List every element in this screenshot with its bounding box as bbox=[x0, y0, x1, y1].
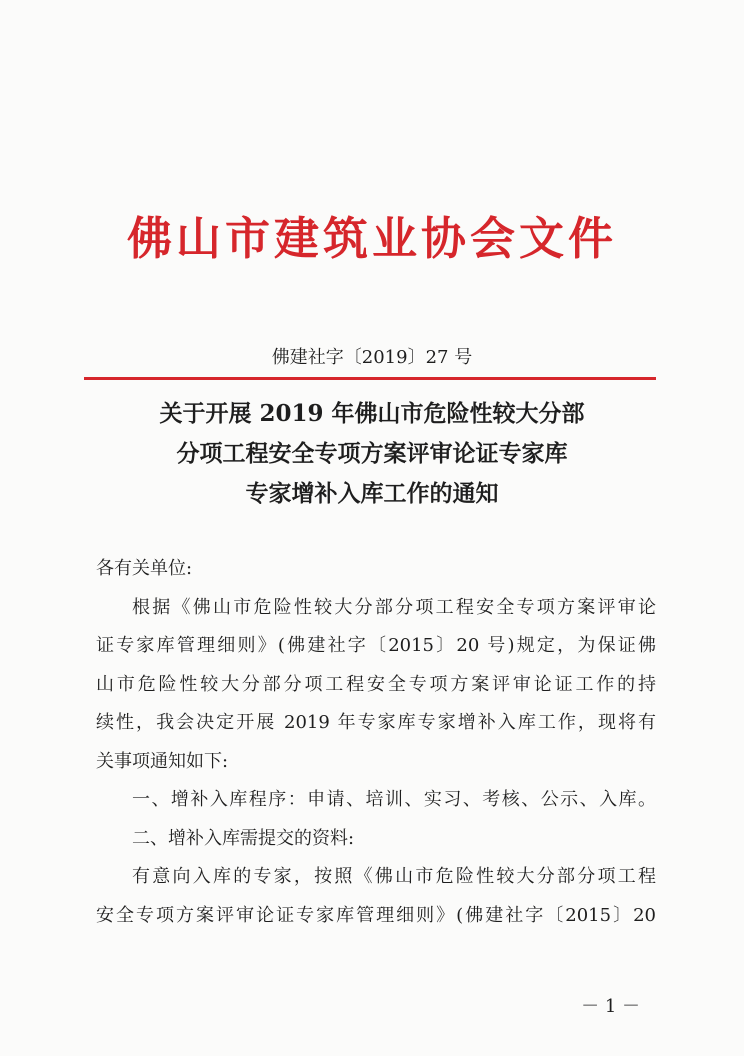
body-line: 根据《佛山市危险性较大分部分项工程安全专项方案评审论 bbox=[132, 596, 656, 618]
body-line: 有意向入库的专家，按照《佛山市危险性较大分部分项工程 bbox=[132, 866, 656, 887]
document-number: 佛建社字〔2019〕27 号 bbox=[271, 347, 473, 368]
title-line: 关于开展 2019 年佛山市危险性较大分部 bbox=[159, 400, 585, 427]
title-line: 分项工程安全专项方案评审论证专家库 bbox=[176, 440, 568, 467]
page-number: － 1 － bbox=[581, 996, 640, 1017]
notice-title bbox=[0, 394, 744, 514]
red-divider-line bbox=[84, 377, 656, 380]
salutation: 各有关单位: bbox=[96, 558, 193, 579]
body-line: 关事项通知如下: bbox=[96, 750, 229, 772]
title-line: 专家增补入库工作的通知 bbox=[245, 480, 499, 507]
body-line: 山市危险性较大分部分项工程安全专项方案评审论证工作的持 bbox=[96, 673, 656, 695]
notice-body bbox=[96, 550, 656, 935]
section-heading: 一、增补入库程序：申请、培训、实习、考核、公示、入库。 bbox=[132, 789, 656, 810]
masthead-title: 佛山市建筑业协会文件 bbox=[126, 212, 617, 265]
body-line: 安全专项方案评审论证专家库管理细则》(佛建社字〔2015〕20 bbox=[96, 904, 656, 926]
body-line: 续性，我会决定开展 2019 年专家库专家增补入库工作，现将有 bbox=[96, 712, 656, 733]
section-heading: 二、增补入库需提交的资料: bbox=[132, 827, 355, 849]
body-line: 证专家库管理细则》(佛建社字〔2015〕20 号)规定，为保证佛 bbox=[96, 635, 656, 656]
